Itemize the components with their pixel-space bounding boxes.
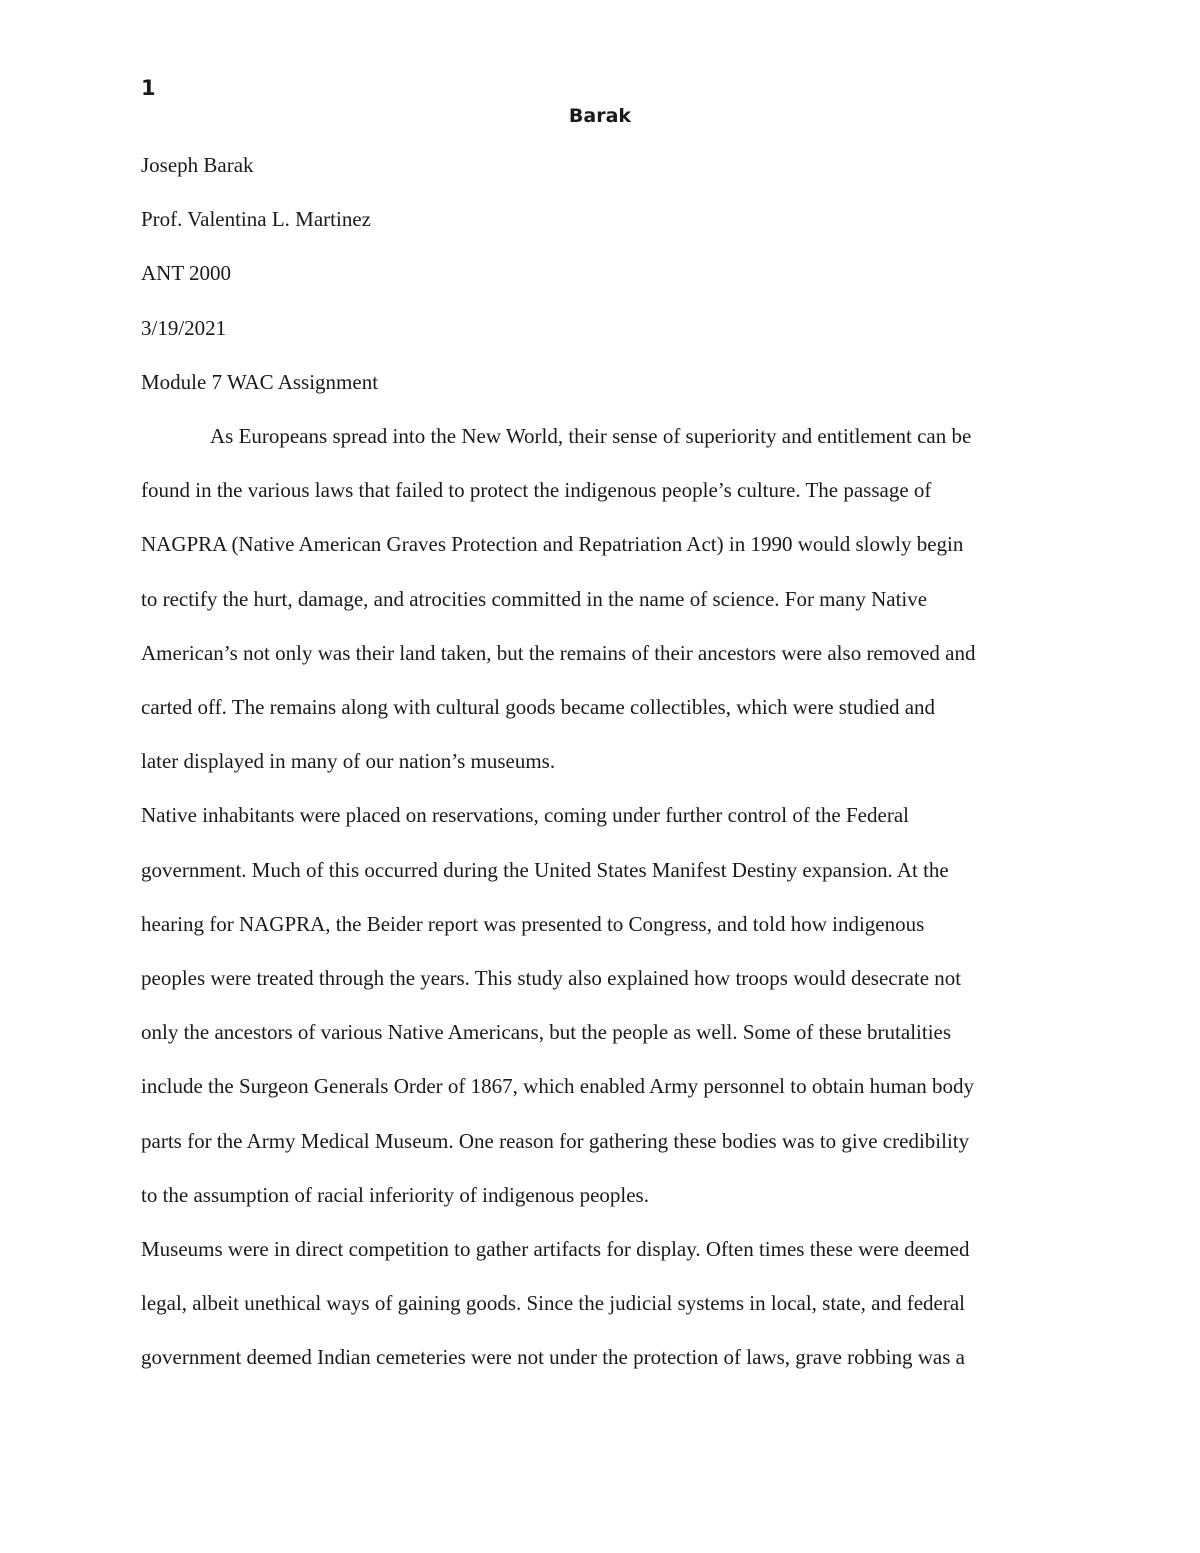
paragraph-line: American’s not only was their land taken, but the remains of their ancestors were also removed and (141, 640, 976, 665)
paragraph-1 (141, 409, 1071, 788)
paragraph-line: include the Surgeon Generals Order of 1867, which enabled Army personnel to obtain human body (141, 1074, 974, 1099)
paragraph-line: NAGPRA (Native American Graves Protection and Repatriation Act) in 1990 would slowly begin (141, 532, 964, 557)
running-head: Barak (568, 105, 632, 127)
paragraph-line: As Europeans spread into the New World, their sense of superiority and entitlement can be (210, 424, 972, 449)
paragraph-line: government deemed Indian cemeteries were not under the protection of laws, grave robbing was a (141, 1345, 965, 1370)
paragraph-2 (141, 788, 1071, 1222)
author-name: Joseph Barak (141, 153, 254, 177)
paragraph-line: legal, albeit unethical ways of gaining goods. Since the judicial systems in local, state, and federal (141, 1291, 966, 1316)
course-code: ANT 2000 (141, 261, 232, 286)
paragraph-line: Native inhabitants were placed on reservations, coming under further control of the Federal (141, 803, 909, 828)
instructor-name: Prof. Valentina L. Martinez (141, 207, 371, 232)
paragraph-line: found in the various laws that failed to protect the indigenous people’s culture. The passage of (141, 478, 932, 503)
paragraph-line: peoples were treated through the years. This study also explained how troops would desecrate not (141, 966, 962, 991)
paragraph-line: parts for the Army Medical Museum. One reason for gathering these bodies was to give credibility (141, 1128, 970, 1153)
submission-date: 3/19/2021 (141, 315, 227, 340)
assignment-title: Module 7 WAC Assignment (141, 369, 379, 394)
paragraph-line: hearing for NAGPRA, the Beider report was presented to Congress, and told how indigenous (141, 911, 925, 936)
paragraph-line: government. Much of this occurred during the United States Manifest Destiny expansion. At the (141, 857, 949, 882)
paragraph-line: Museums were in direct competition to gather artifacts for display. Often times these were deemed (141, 1237, 970, 1262)
paragraph-line: later displayed in many of our nation’s museums. (141, 749, 556, 774)
document-body (141, 138, 1071, 1385)
paragraph-3 (141, 1222, 1071, 1385)
paragraph-line: only the ancestors of various Native Americans, but the people as well. Some of these brutalities (141, 1020, 952, 1045)
paragraph-line: to rectify the hurt, damage, and atrocities committed in the name of science. For many Native (141, 586, 928, 611)
paragraph-line: to the assumption of racial inferiority of indigenous peoples. (141, 1182, 649, 1207)
page-number: 1 (141, 76, 156, 100)
paragraph-line: carted off. The remains along with cultural goods became collectibles, which were studied and (141, 695, 936, 720)
